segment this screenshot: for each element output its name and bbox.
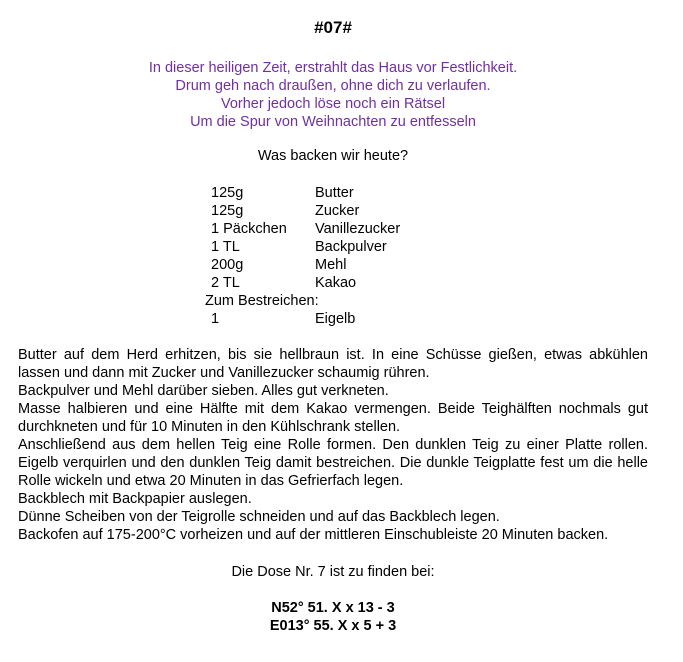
brush-heading: Zum Bestreichen: [205, 293, 319, 309]
ingredient-quantity: 1 [211, 311, 220, 327]
recipe-question: Was backen wir heute? [257, 148, 409, 164]
location-intro: Die Dose Nr. 7 ist zu finden bei: [231, 564, 435, 580]
ingredient-row [205, 202, 360, 220]
instruction-paragraph: Masse halbieren und eine Hälfte mit dem Kakao vermengen. Beide Teighälften nochmals gut durchkneten und für 10 Minuten in den Kühlschrank stellen. [18, 401, 648, 435]
ingredient-row [205, 256, 347, 274]
ingredient-row [205, 220, 401, 238]
instruction-paragraph: Dünne Scheiben von der Teigrolle schneiden und auf das Backblech legen. [18, 509, 500, 525]
ingredient-quantity: 1 TL [211, 239, 240, 255]
poem [0, 59, 666, 131]
instruction-paragraph: Backofen auf 175-200°C vorheizen und auf der mittleren Einschubleiste 20 Minuten backen. [18, 527, 609, 543]
ingredient-name: Backpulver [315, 239, 387, 255]
ingredient-name: Butter [315, 185, 354, 201]
poem-line: Drum geh nach draußen, ohne dich zu verlaufen. [175, 78, 491, 94]
instruction-paragraph: Butter auf dem Herd erhitzen, bis sie hellbraun ist. In eine Schüsse gießen, etwas abkühlen lassen und dann mit Zucker und Vanillezucker schaumig rühren. [18, 347, 648, 381]
ingredient-quantity: 125g [211, 185, 244, 201]
instructions [18, 346, 648, 544]
ingredient-quantity: 200g [211, 257, 244, 273]
instruction-paragraph: Backpulver und Mehl darüber sieben. Alles gut verkneten. [18, 383, 389, 399]
poem-line: Um die Spur von Weihnachten zu entfesseln [190, 114, 476, 130]
ingredient-row [205, 310, 356, 328]
ingredient-quantity: 2 TL [211, 275, 240, 291]
ingredient-name: Vanillezucker [315, 221, 401, 237]
ingredient-quantity: 125g [211, 203, 244, 219]
coordinate-line: N52° 51. X x 13 - 3 [271, 600, 395, 616]
ingredient-name: Zucker [315, 203, 360, 219]
ingredient-row [205, 184, 354, 202]
ingredient-quantity: 1 Päckchen [211, 221, 287, 237]
coordinate-line: E013° 55. X x 5 + 3 [269, 618, 397, 634]
poem-line: In dieser heiligen Zeit, erstrahlt das Haus vor Festlichkeit. [148, 60, 518, 76]
page-title: #07# [314, 18, 352, 37]
coordinates [0, 599, 666, 635]
ingredient-name: Kakao [315, 275, 357, 291]
ingredient-name: Eigelb [315, 311, 356, 327]
ingredient-name: Mehl [315, 257, 347, 273]
instruction-paragraph: Backblech mit Backpapier auslegen. [18, 491, 252, 507]
ingredient-row [205, 274, 357, 292]
poem-line: Vorher jedoch löse noch ein Rätsel [220, 96, 446, 112]
ingredient-list [205, 184, 401, 328]
ingredient-row [205, 238, 387, 256]
instruction-paragraph: Anschließend aus dem hellen Teig eine Rolle formen. Den dunklen Teig zu einer Platte rollen. Eigelb verquirlen und den dunklen Teig damit bestreichen. Die dunkle Teigplatte fest um die helle Rolle wickeln und etwa 20 Minuten in das Gefrierfach legen. [18, 437, 648, 489]
